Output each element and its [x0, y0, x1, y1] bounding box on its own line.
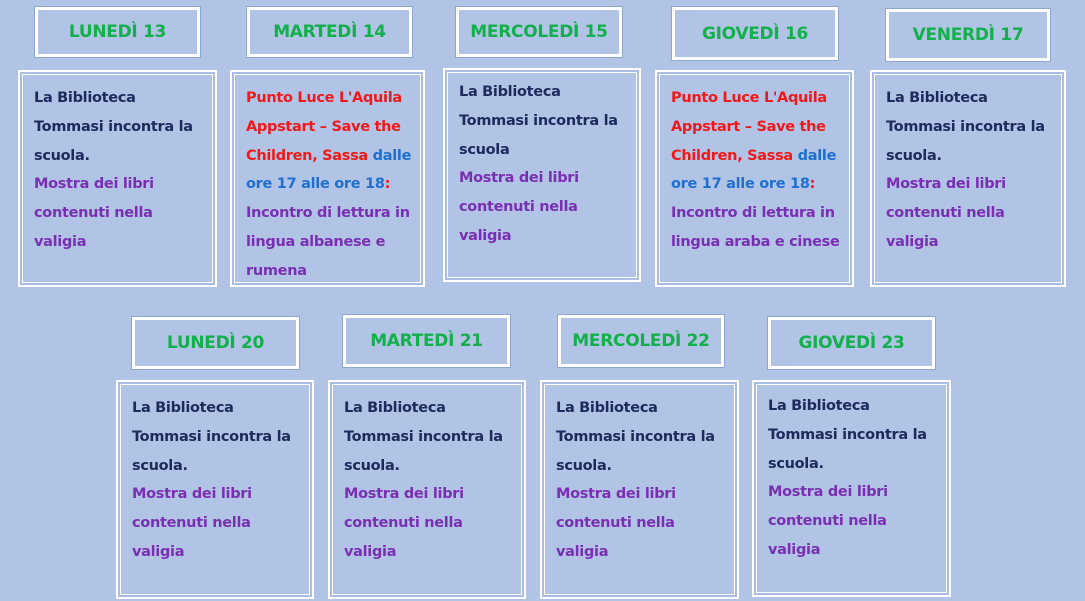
card-line — [246, 142, 415, 171]
card-line: Punto Luce L'Aquila — [671, 90, 827, 106]
time-text: ore 17 alle ore 18 — [671, 176, 810, 193]
day-header-giovedi-23: GIOVEDÌ 23 — [768, 317, 935, 369]
card-line: Tommasi incontra la — [768, 426, 927, 443]
location-text: Children, Sassa — [246, 147, 368, 164]
colon-text: : — [809, 176, 816, 193]
event-card-giovedi-23 — [752, 380, 951, 597]
day-header-lunedi-20: LUNEDÌ 20 — [132, 317, 299, 369]
day-header-martedi-14: MARTEDÌ 14 — [247, 7, 412, 57]
card-line: contenuti nella valigia — [132, 515, 251, 560]
card-line: Mostra dei libri — [344, 486, 464, 503]
card-line: Mostra dei libri — [132, 486, 252, 503]
card-line: scuola. — [768, 455, 824, 472]
card-line: Mostra dei libri — [556, 486, 676, 503]
card-line: contenuti nella valigia — [886, 205, 1005, 250]
card-line: Appstart – Save the — [671, 118, 826, 135]
card-line: Mostra dei libri — [34, 176, 154, 193]
card-line: La Biblioteca — [459, 84, 561, 100]
event-card-lunedi-20 — [116, 380, 314, 599]
card-line — [671, 170, 844, 199]
card-line: Tommasi incontra la — [132, 428, 291, 445]
card-line: scuola. — [886, 147, 942, 164]
card-line: lingua albanese e — [246, 233, 386, 250]
card-line: contenuti nella valigia — [768, 513, 887, 558]
time-text: dalle — [792, 147, 837, 164]
colon-text: : — [384, 176, 391, 193]
card-line: La Biblioteca — [132, 400, 234, 416]
event-card-mercoledi-22 — [540, 380, 739, 599]
card-line: contenuti nella valigia — [459, 199, 578, 244]
card-line: Tommasi incontra la — [556, 428, 715, 445]
day-header-martedi-21: MARTEDÌ 21 — [343, 315, 510, 367]
card-line: La Biblioteca — [768, 398, 870, 414]
day-header-giovedi-16: GIOVEDÌ 16 — [672, 7, 838, 60]
event-card-martedi-14 — [230, 70, 425, 287]
location-text: Children, Sassa — [671, 147, 793, 164]
card-line: contenuti nella valigia — [344, 515, 463, 560]
event-card-mercoledi-15 — [443, 68, 641, 282]
event-card-giovedi-16 — [655, 70, 854, 287]
card-line: contenuti nella valigia — [556, 515, 675, 560]
card-line: scuola. — [344, 457, 400, 474]
day-header-mercoledi-22: MERCOLEDÌ 22 — [558, 315, 724, 367]
time-text: dalle — [367, 147, 412, 164]
event-card-venerdi-17 — [870, 70, 1066, 287]
card-line: La Biblioteca — [886, 90, 988, 106]
card-line: rumena — [246, 262, 307, 279]
card-line: La Biblioteca — [556, 400, 658, 416]
event-card-martedi-21 — [328, 380, 526, 599]
card-line: scuola. — [556, 457, 612, 474]
day-header-mercoledi-15: MERCOLEDÌ 15 — [456, 7, 622, 57]
card-line — [246, 170, 415, 199]
card-line: Incontro di lettura in — [671, 205, 835, 222]
card-line: Incontro di lettura in — [246, 205, 410, 222]
time-text: ore 17 alle ore 18 — [246, 176, 385, 193]
event-card-lunedi-13 — [18, 70, 217, 287]
card-line: La Biblioteca — [34, 90, 136, 106]
card-line: scuola — [459, 141, 510, 158]
card-line: Appstart – Save the — [246, 118, 401, 135]
card-line: Tommasi incontra la — [34, 118, 193, 135]
card-line: Tommasi incontra la — [459, 112, 618, 129]
card-line: scuola. — [132, 457, 188, 474]
card-line: contenuti nella valigia — [34, 205, 153, 250]
card-line: lingua araba e cinese — [671, 233, 840, 250]
card-line: Punto Luce L'Aquila — [246, 90, 402, 106]
card-line: La Biblioteca — [344, 400, 446, 416]
card-line: Tommasi incontra la — [344, 428, 503, 445]
card-line: Mostra dei libri — [459, 170, 579, 187]
day-header-lunedi-13: LUNEDÌ 13 — [35, 7, 200, 57]
card-line: scuola. — [34, 147, 90, 164]
card-line — [671, 142, 844, 171]
card-line: Mostra dei libri — [768, 484, 888, 501]
card-line: Mostra dei libri — [886, 176, 1006, 193]
day-header-venerdi-17: VENERDÌ 17 — [886, 9, 1050, 61]
card-line: Tommasi incontra la — [886, 118, 1045, 135]
